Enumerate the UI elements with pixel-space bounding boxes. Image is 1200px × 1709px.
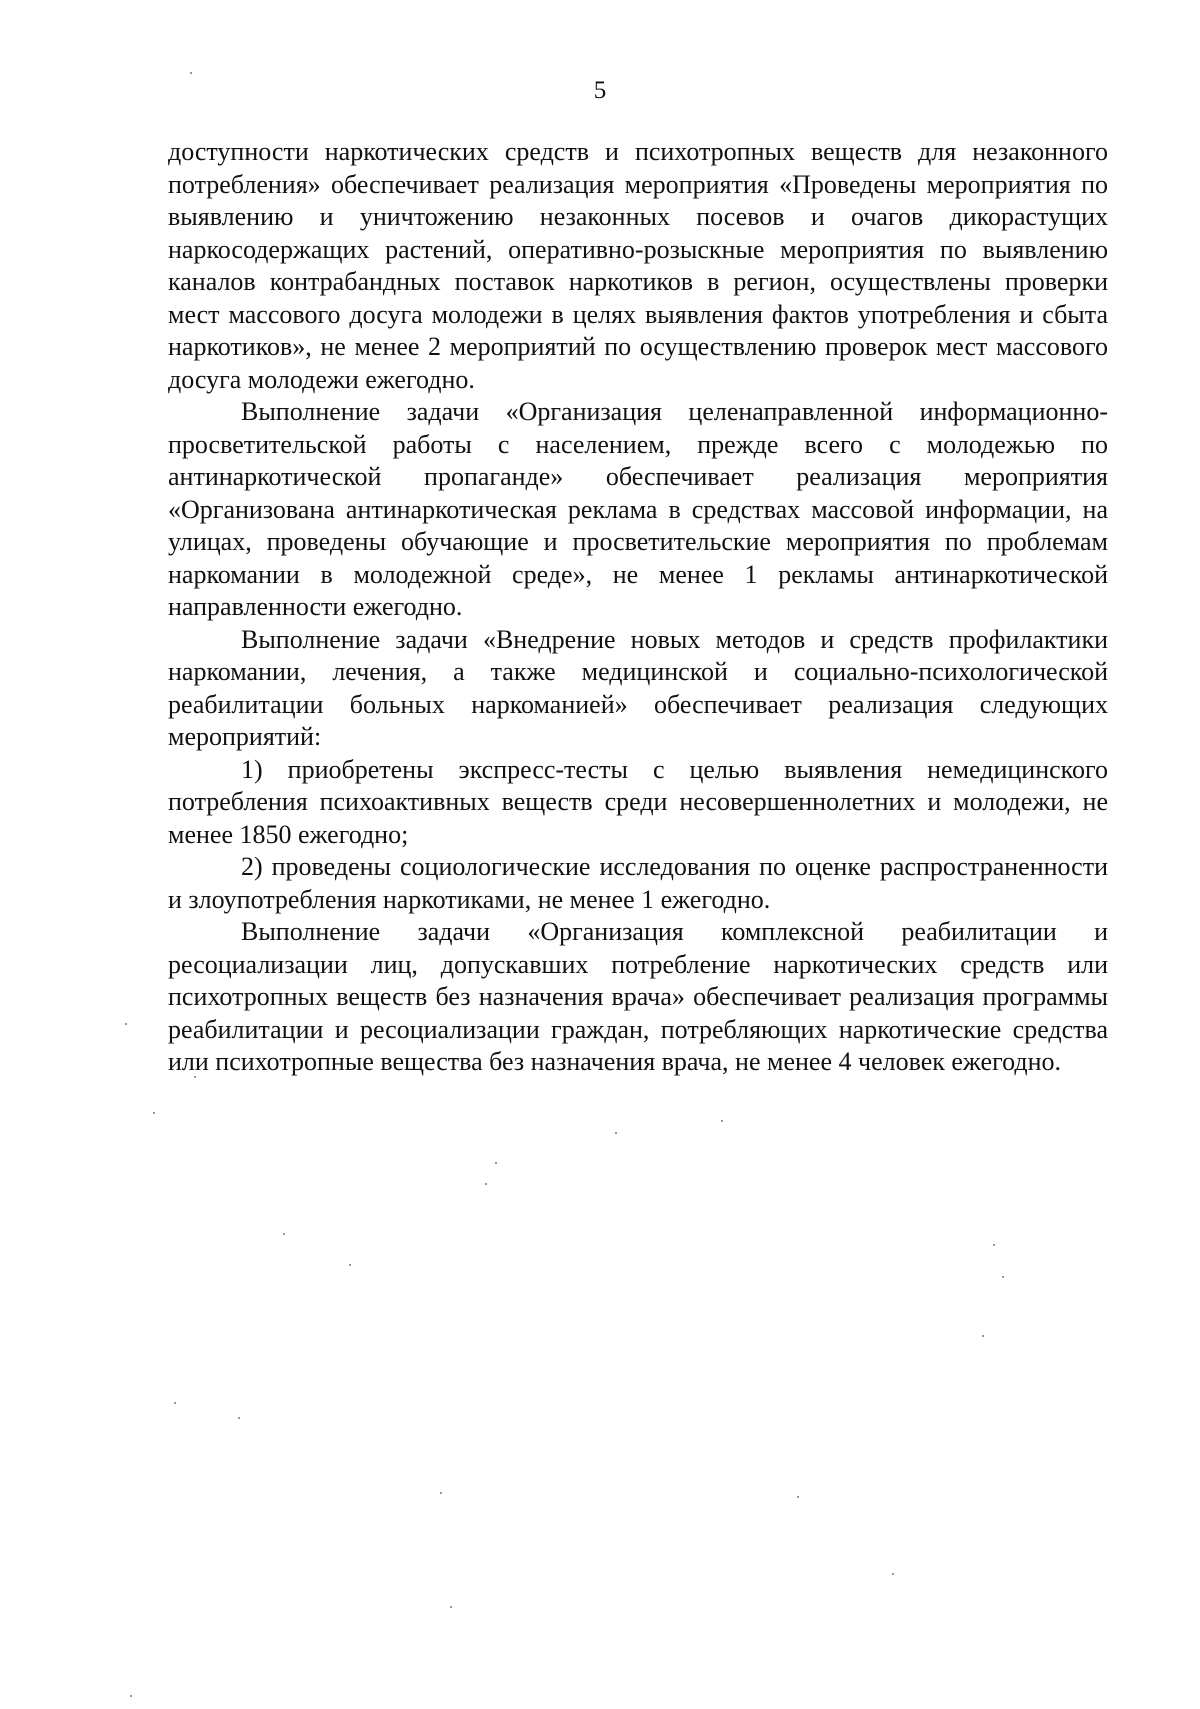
scan-speck [440,1492,442,1494]
paragraph-prevention-task: Выполнение задачи «Внедрение новых методов и средств профилактики наркомании, лечения, а также медицинской и социально-психологической реабилитации больных наркоманией» обеспечивает реализация следующих мероприятий: [168,624,1108,751]
scan-speck [190,72,192,74]
scan-speck [349,1264,351,1266]
paragraph-continuation: доступности наркотических средств и психотропных веществ для незаконного потребления» обеспечивает реализация мероприятия «Проведены мероприятия по выявлению и уничтожению незаконных посевов и очагов дикорастущих наркосодержащих растений, оперативно-розыскные мероприятия по выявлению каналов контрабандных поставок наркотиков в регион, осуществлены проверки мест массового досуга молодежи в целях выявления фактов употребления и сбыта наркотиков», не менее 2 мероприятий по осуществлению проверок мест массового досуга молодежи ежегодно. [168,137,1108,394]
scan-speck [130,1695,132,1697]
scan-speck [283,1233,285,1235]
scan-speck [797,1496,799,1498]
scan-speck [982,1335,984,1337]
scan-speck [615,1132,617,1134]
scan-speck [125,1023,127,1025]
document-body [168,136,1108,1079]
scan-speck [194,1076,196,1078]
list-item-sociological-research: 2) проведены социологические исследования по оценке распространенности и злоупотребления наркотиками, не менее 1 ежегодно. [168,852,1108,914]
paragraph-rehabilitation-task: Выполнение задачи «Организация комплексной реабилитации и ресоциализации лиц, допускавших потребление наркотических средств или психотропных веществ без назначения врача» обеспечивает реализация программы реабилитации и ресоциализации граждан, потребляющих наркотические средства или психотропные вещества без назначения врача, не менее 4 человек ежегодно. [168,917,1108,1076]
page-number: 5 [593,77,607,104]
paragraph-information-task: Выполнение задачи «Организация целенаправленной информационно-просветительской работы с населением, прежде всего с молодежью по антинаркотической пропаганде» обеспечивает реализация мероприятия «Организована антинаркотическая реклама в средствах массовой информации, на улицах, проведены обучающие и просветительские мероприятия по проблемам наркомании в молодежной среде», не менее 1 рекламы антинаркотической направленности ежегодно. [168,397,1108,621]
scan-speck [153,1112,155,1114]
scan-speck [892,1573,894,1575]
scan-speck [485,1183,487,1185]
scan-speck [993,1244,995,1246]
scan-speck [721,1120,723,1122]
scan-speck [495,1162,497,1164]
scan-speck [174,1402,176,1404]
list-item-express-tests: 1) приобретены экспресс-тесты с целью выявления немедицинского потребления психоактивных веществ среди несовершеннолетних и молодежи, не менее 1850 ежегодно; [168,754,1108,849]
scan-speck [450,1606,452,1608]
scan-speck [1002,1276,1004,1278]
scan-speck [238,1417,240,1419]
